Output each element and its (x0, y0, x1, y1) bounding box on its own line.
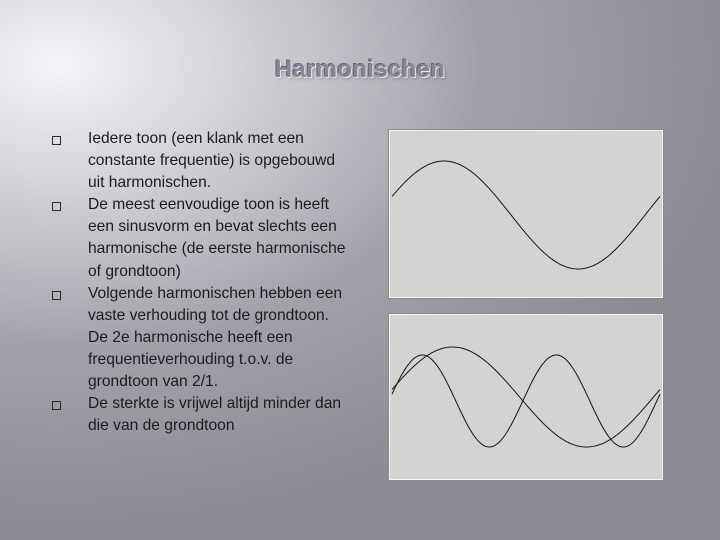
bullet-item-3 (52, 283, 352, 393)
harmonics-plot (390, 315, 662, 479)
bullet-text-1: Iedere toon (een klank met een constante frequentie) is opgebouwd uit harmonischen. (88, 130, 336, 192)
bullet-item-2 (52, 194, 352, 282)
bullet-text-2: De meest eenvoudige toon is heeft een sinusvorm en bevat slechts een harmonische (de eerste harmonische of grondtoon) (88, 196, 346, 280)
fundamental-sine-figure (389, 130, 663, 298)
harmonics-figure (389, 314, 663, 480)
bullet-list (52, 128, 352, 437)
bullet-text-4: De sterkte is vrijwel altijd minder dan die van de grondtoon (88, 395, 342, 435)
bullet-item-4 (52, 393, 352, 437)
fundamental-sine-wave (392, 347, 660, 447)
hollow-square-bullet-icon (52, 136, 61, 145)
hollow-square-bullet-icon (52, 291, 61, 300)
fundamental-sine-wave (392, 161, 660, 269)
hollow-square-bullet-icon (52, 202, 61, 211)
bullet-item-1 (52, 128, 352, 194)
fundamental-sine-plot (390, 131, 662, 297)
bullet-text-3: Volgende harmonischen hebben een vaste verhouding tot de grondtoon. De 2e harmonische heeft een frequentieverhouding t.o.v. de grondtoon van 2/1. (88, 284, 343, 391)
slide-title: Harmonischen (274, 56, 446, 83)
hollow-square-bullet-icon (52, 401, 61, 410)
